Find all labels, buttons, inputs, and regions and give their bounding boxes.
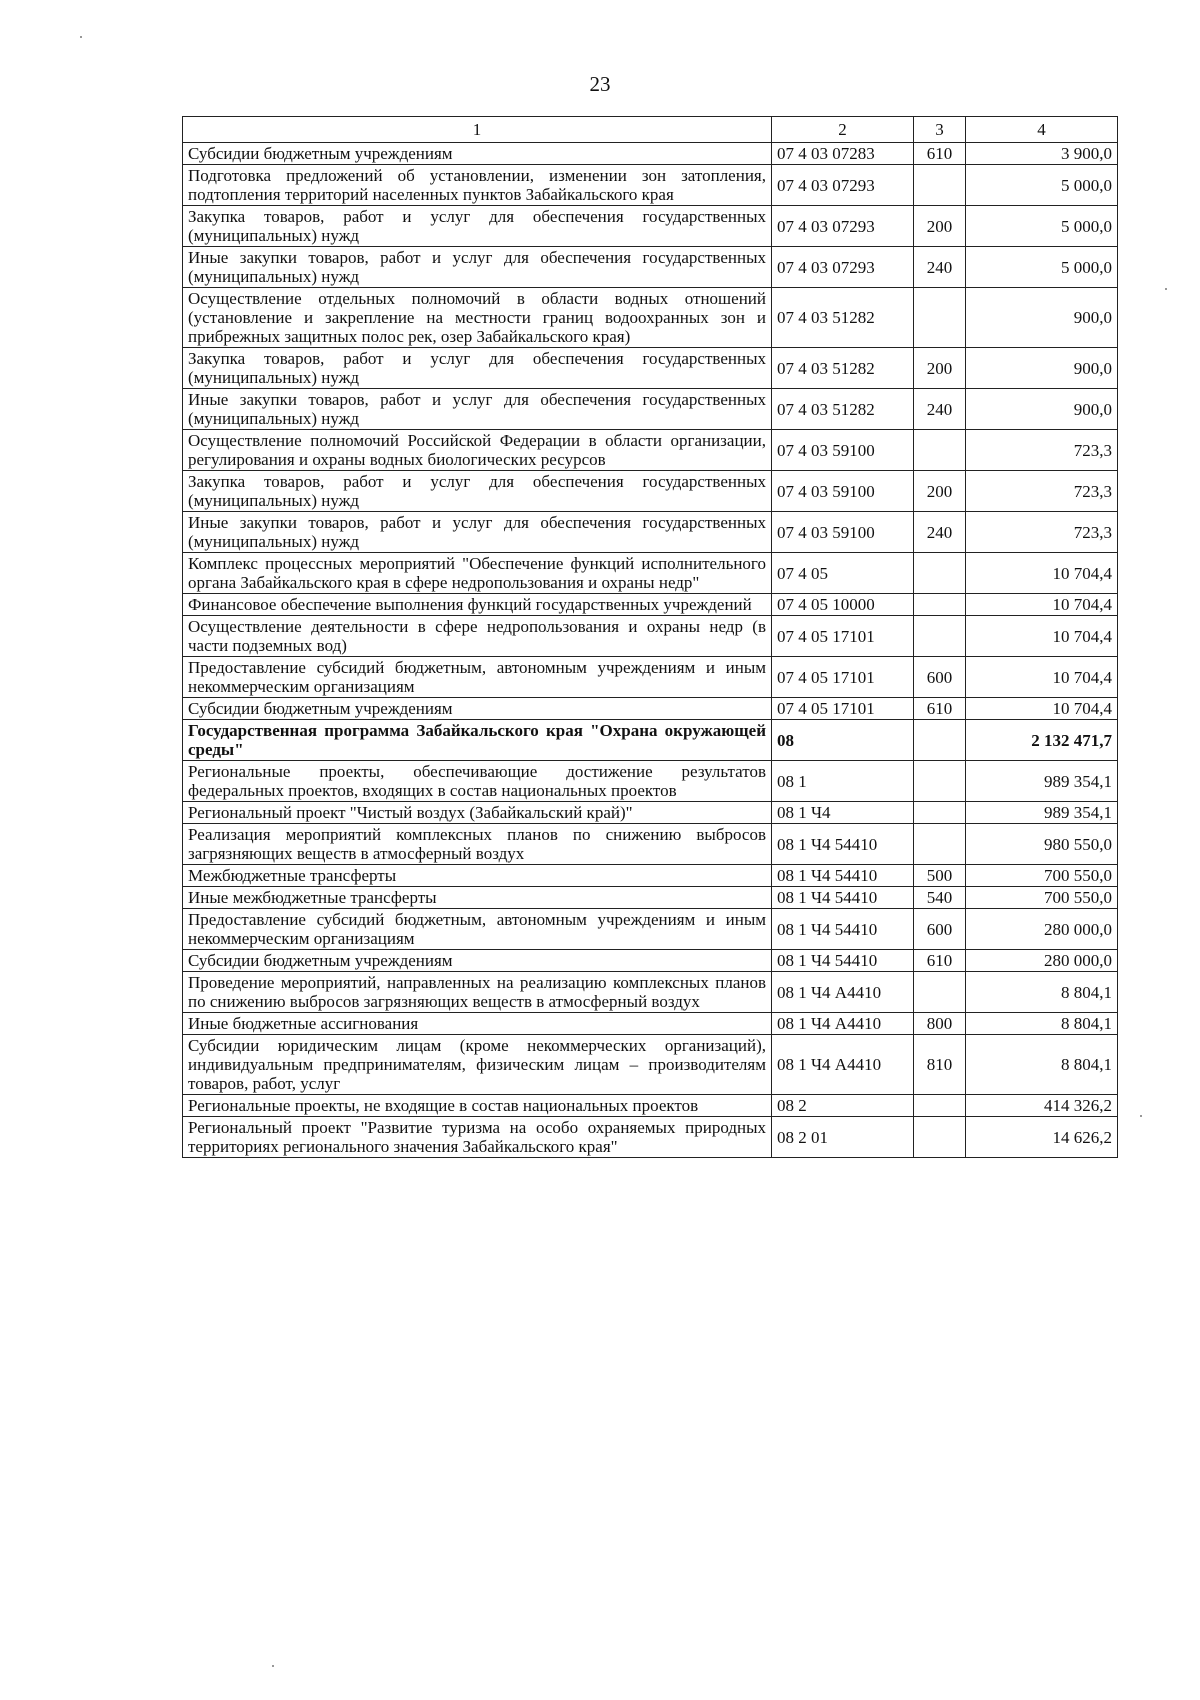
row-type-cell: 500: [914, 865, 966, 887]
table-row: [183, 972, 1118, 1013]
table-row: [183, 1035, 1118, 1095]
table-row: [183, 824, 1118, 865]
row-amount-cell: 14 626,2: [966, 1117, 1118, 1158]
row-amount-cell: 5 000,0: [966, 206, 1118, 247]
row-type-cell: 610: [914, 950, 966, 972]
row-amount-cell: 723,3: [966, 430, 1118, 471]
table-row: [183, 247, 1118, 288]
row-type-cell: [914, 824, 966, 865]
table-row: [183, 512, 1118, 553]
row-name-cell: Субсидии бюджетным учреждениям: [183, 698, 772, 720]
row-code-cell: 08 1 Ч4 А4410: [772, 1035, 914, 1095]
row-name-cell: Региональные проекты, обеспечивающие достижение результатов федеральных проектов, входящих в состав национальных проектов: [183, 761, 772, 802]
scan-speck: [1140, 1115, 1142, 1117]
table-row: [183, 1013, 1118, 1035]
row-amount-cell: 10 704,4: [966, 657, 1118, 698]
scan-speck: [272, 1665, 274, 1667]
row-amount-cell: 723,3: [966, 512, 1118, 553]
row-amount-cell: 8 804,1: [966, 972, 1118, 1013]
row-code-cell: 08 1 Ч4 54410: [772, 950, 914, 972]
table-row: [183, 1095, 1118, 1117]
row-type-cell: 200: [914, 471, 966, 512]
row-name-cell: Межбюджетные трансферты: [183, 865, 772, 887]
row-code-cell: 08 1 Ч4 А4410: [772, 972, 914, 1013]
row-code-cell: 07 4 03 07283: [772, 143, 914, 165]
row-name-cell: Закупка товаров, работ и услуг для обеспечения государственных (муниципальных) нужд: [183, 206, 772, 247]
row-code-cell: 08 2: [772, 1095, 914, 1117]
row-name-cell: Региональные проекты, не входящие в состав национальных проектов: [183, 1095, 772, 1117]
row-name-cell: Осуществление деятельности в сфере недропользования и охраны недр (в части подземных вод): [183, 616, 772, 657]
row-type-cell: 610: [914, 143, 966, 165]
row-name-cell: Закупка товаров, работ и услуг для обеспечения государственных (муниципальных) нужд: [183, 471, 772, 512]
row-code-cell: 07 4 03 51282: [772, 348, 914, 389]
row-code-cell: 07 4 05 17101: [772, 616, 914, 657]
row-code-cell: 08 1 Ч4 54410: [772, 887, 914, 909]
row-type-cell: 610: [914, 698, 966, 720]
row-type-cell: [914, 430, 966, 471]
row-code-cell: 08 1 Ч4 54410: [772, 824, 914, 865]
table-row: [183, 348, 1118, 389]
header-col-1: 1: [183, 117, 772, 143]
scan-speck: [1165, 288, 1167, 290]
table-row: [183, 553, 1118, 594]
row-name-cell: Субсидии бюджетным учреждениям: [183, 950, 772, 972]
row-amount-cell: 280 000,0: [966, 909, 1118, 950]
row-type-cell: [914, 972, 966, 1013]
row-type-cell: [914, 165, 966, 206]
row-code-cell: 07 4 03 59100: [772, 430, 914, 471]
table-row: [183, 698, 1118, 720]
row-type-cell: 810: [914, 1035, 966, 1095]
row-name-cell: Финансовое обеспечение выполнения функций государственных учреждений: [183, 594, 772, 616]
table-row: [183, 720, 1118, 761]
row-type-cell: 240: [914, 389, 966, 430]
header-col-2: 2: [772, 117, 914, 143]
row-name-cell: Иные закупки товаров, работ и услуг для обеспечения государственных (муниципальных) нужд: [183, 512, 772, 553]
row-code-cell: 07 4 03 59100: [772, 512, 914, 553]
row-name-cell: Подготовка предложений об установлении, изменении зон затопления, подтопления территорий населенных пунктов Забайкальского края: [183, 165, 772, 206]
table-row: [183, 909, 1118, 950]
row-type-cell: 200: [914, 348, 966, 389]
row-code-cell: 07 4 03 07293: [772, 165, 914, 206]
header-col-4: 4: [966, 117, 1118, 143]
row-code-cell: 07 4 03 51282: [772, 389, 914, 430]
row-name-cell: Предоставление субсидий бюджетным, автономным учреждениям и иным некоммерческим организациям: [183, 657, 772, 698]
row-code-cell: 07 4 05 17101: [772, 698, 914, 720]
table-row: [183, 802, 1118, 824]
row-name-cell: Региональный проект "Развитие туризма на особо охраняемых природных территориях регионального значения Забайкальского края": [183, 1117, 772, 1158]
row-name-cell: Осуществление отдельных полномочий в области водных отношений (установление и закрепление на местности границ водоохранных зон и прибрежных защитных полос рек, озер Забайкальского края): [183, 288, 772, 348]
row-code-cell: 08 1 Ч4 54410: [772, 909, 914, 950]
row-amount-cell: 10 704,4: [966, 594, 1118, 616]
row-code-cell: 07 4 03 07293: [772, 206, 914, 247]
row-amount-cell: 723,3: [966, 471, 1118, 512]
row-name-cell: Закупка товаров, работ и услуг для обеспечения государственных (муниципальных) нужд: [183, 348, 772, 389]
row-type-cell: 600: [914, 909, 966, 950]
table-row: [183, 887, 1118, 909]
row-type-cell: [914, 553, 966, 594]
row-amount-cell: 5 000,0: [966, 165, 1118, 206]
row-name-cell: Осуществление полномочий Российской Федерации в области организации, регулирования и охраны водных биологических ресурсов: [183, 430, 772, 471]
row-amount-cell: 900,0: [966, 288, 1118, 348]
row-amount-cell: 2 132 471,7: [966, 720, 1118, 761]
row-name-cell: Предоставление субсидий бюджетным, автономным учреждениям и иным некоммерческим организациям: [183, 909, 772, 950]
row-code-cell: 07 4 03 07293: [772, 247, 914, 288]
row-type-cell: [914, 616, 966, 657]
table-row: [183, 206, 1118, 247]
row-name-cell: Государственная программа Забайкальского края "Охрана окружающей среды": [183, 720, 772, 761]
row-code-cell: 07 4 03 59100: [772, 471, 914, 512]
row-code-cell: 08 1 Ч4 54410: [772, 865, 914, 887]
row-type-cell: [914, 802, 966, 824]
budget-table: [182, 116, 1118, 1158]
row-name-cell: Региональный проект "Чистый воздух (Забайкальский край)": [183, 802, 772, 824]
row-amount-cell: 989 354,1: [966, 761, 1118, 802]
row-code-cell: 08 2 01: [772, 1117, 914, 1158]
table-row: [183, 594, 1118, 616]
row-code-cell: 08: [772, 720, 914, 761]
row-type-cell: 240: [914, 247, 966, 288]
row-type-cell: 600: [914, 657, 966, 698]
row-code-cell: 08 1 Ч4 А4410: [772, 1013, 914, 1035]
row-amount-cell: 5 000,0: [966, 247, 1118, 288]
row-type-cell: 540: [914, 887, 966, 909]
row-amount-cell: 10 704,4: [966, 553, 1118, 594]
row-type-cell: 240: [914, 512, 966, 553]
row-amount-cell: 10 704,4: [966, 616, 1118, 657]
page-number: 23: [589, 72, 611, 96]
row-type-cell: [914, 1095, 966, 1117]
row-name-cell: Реализация мероприятий комплексных планов по снижению выбросов загрязняющих веществ в атмосферный воздух: [183, 824, 772, 865]
row-name-cell: Иные межбюджетные трансферты: [183, 887, 772, 909]
table-body: [183, 143, 1118, 1158]
row-type-cell: [914, 594, 966, 616]
table-row: [183, 471, 1118, 512]
scan-speck: [80, 36, 82, 38]
row-name-cell: Проведение мероприятий, направленных на реализацию комплексных планов по снижению выбросов загрязняющих веществ в атмосферный воздух: [183, 972, 772, 1013]
table-row: [183, 616, 1118, 657]
table-row: [183, 657, 1118, 698]
row-name-cell: Субсидии юридическим лицам (кроме некоммерческих организаций), индивидуальным предпринимателям, физическим лицам – производителям товаров, работ, услуг: [183, 1035, 772, 1095]
row-type-cell: 200: [914, 206, 966, 247]
row-amount-cell: 900,0: [966, 389, 1118, 430]
row-amount-cell: 980 550,0: [966, 824, 1118, 865]
table-row: [183, 165, 1118, 206]
row-type-cell: [914, 761, 966, 802]
table-row: [183, 950, 1118, 972]
row-code-cell: 08 1 Ч4: [772, 802, 914, 824]
row-name-cell: Комплекс процессных мероприятий "Обеспечение функций исполнительного органа Забайкальского края в сфере недропользования и охраны недр": [183, 553, 772, 594]
row-amount-cell: 3 900,0: [966, 143, 1118, 165]
row-code-cell: 07 4 05: [772, 553, 914, 594]
table-row: [183, 1117, 1118, 1158]
row-amount-cell: 414 326,2: [966, 1095, 1118, 1117]
table-row: [183, 143, 1118, 165]
row-code-cell: 07 4 05 17101: [772, 657, 914, 698]
row-amount-cell: 900,0: [966, 348, 1118, 389]
row-amount-cell: 989 354,1: [966, 802, 1118, 824]
row-amount-cell: 8 804,1: [966, 1035, 1118, 1095]
header-row: [183, 117, 1118, 143]
row-type-cell: [914, 1117, 966, 1158]
row-code-cell: 08 1: [772, 761, 914, 802]
table-row: [183, 288, 1118, 348]
row-name-cell: Иные бюджетные ассигнования: [183, 1013, 772, 1035]
row-code-cell: 07 4 05 10000: [772, 594, 914, 616]
row-code-cell: 07 4 03 51282: [772, 288, 914, 348]
row-name-cell: Иные закупки товаров, работ и услуг для обеспечения государственных (муниципальных) нужд: [183, 247, 772, 288]
row-name-cell: Иные закупки товаров, работ и услуг для обеспечения государственных (муниципальных) нужд: [183, 389, 772, 430]
row-type-cell: [914, 720, 966, 761]
table-row: [183, 761, 1118, 802]
table-row: [183, 430, 1118, 471]
row-amount-cell: 10 704,4: [966, 698, 1118, 720]
table-row: [183, 389, 1118, 430]
row-amount-cell: 280 000,0: [966, 950, 1118, 972]
row-type-cell: [914, 288, 966, 348]
row-amount-cell: 700 550,0: [966, 887, 1118, 909]
row-name-cell: Субсидии бюджетным учреждениям: [183, 143, 772, 165]
header-col-3: 3: [914, 117, 966, 143]
table-row: [183, 865, 1118, 887]
row-type-cell: 800: [914, 1013, 966, 1035]
row-amount-cell: 8 804,1: [966, 1013, 1118, 1035]
row-amount-cell: 700 550,0: [966, 865, 1118, 887]
